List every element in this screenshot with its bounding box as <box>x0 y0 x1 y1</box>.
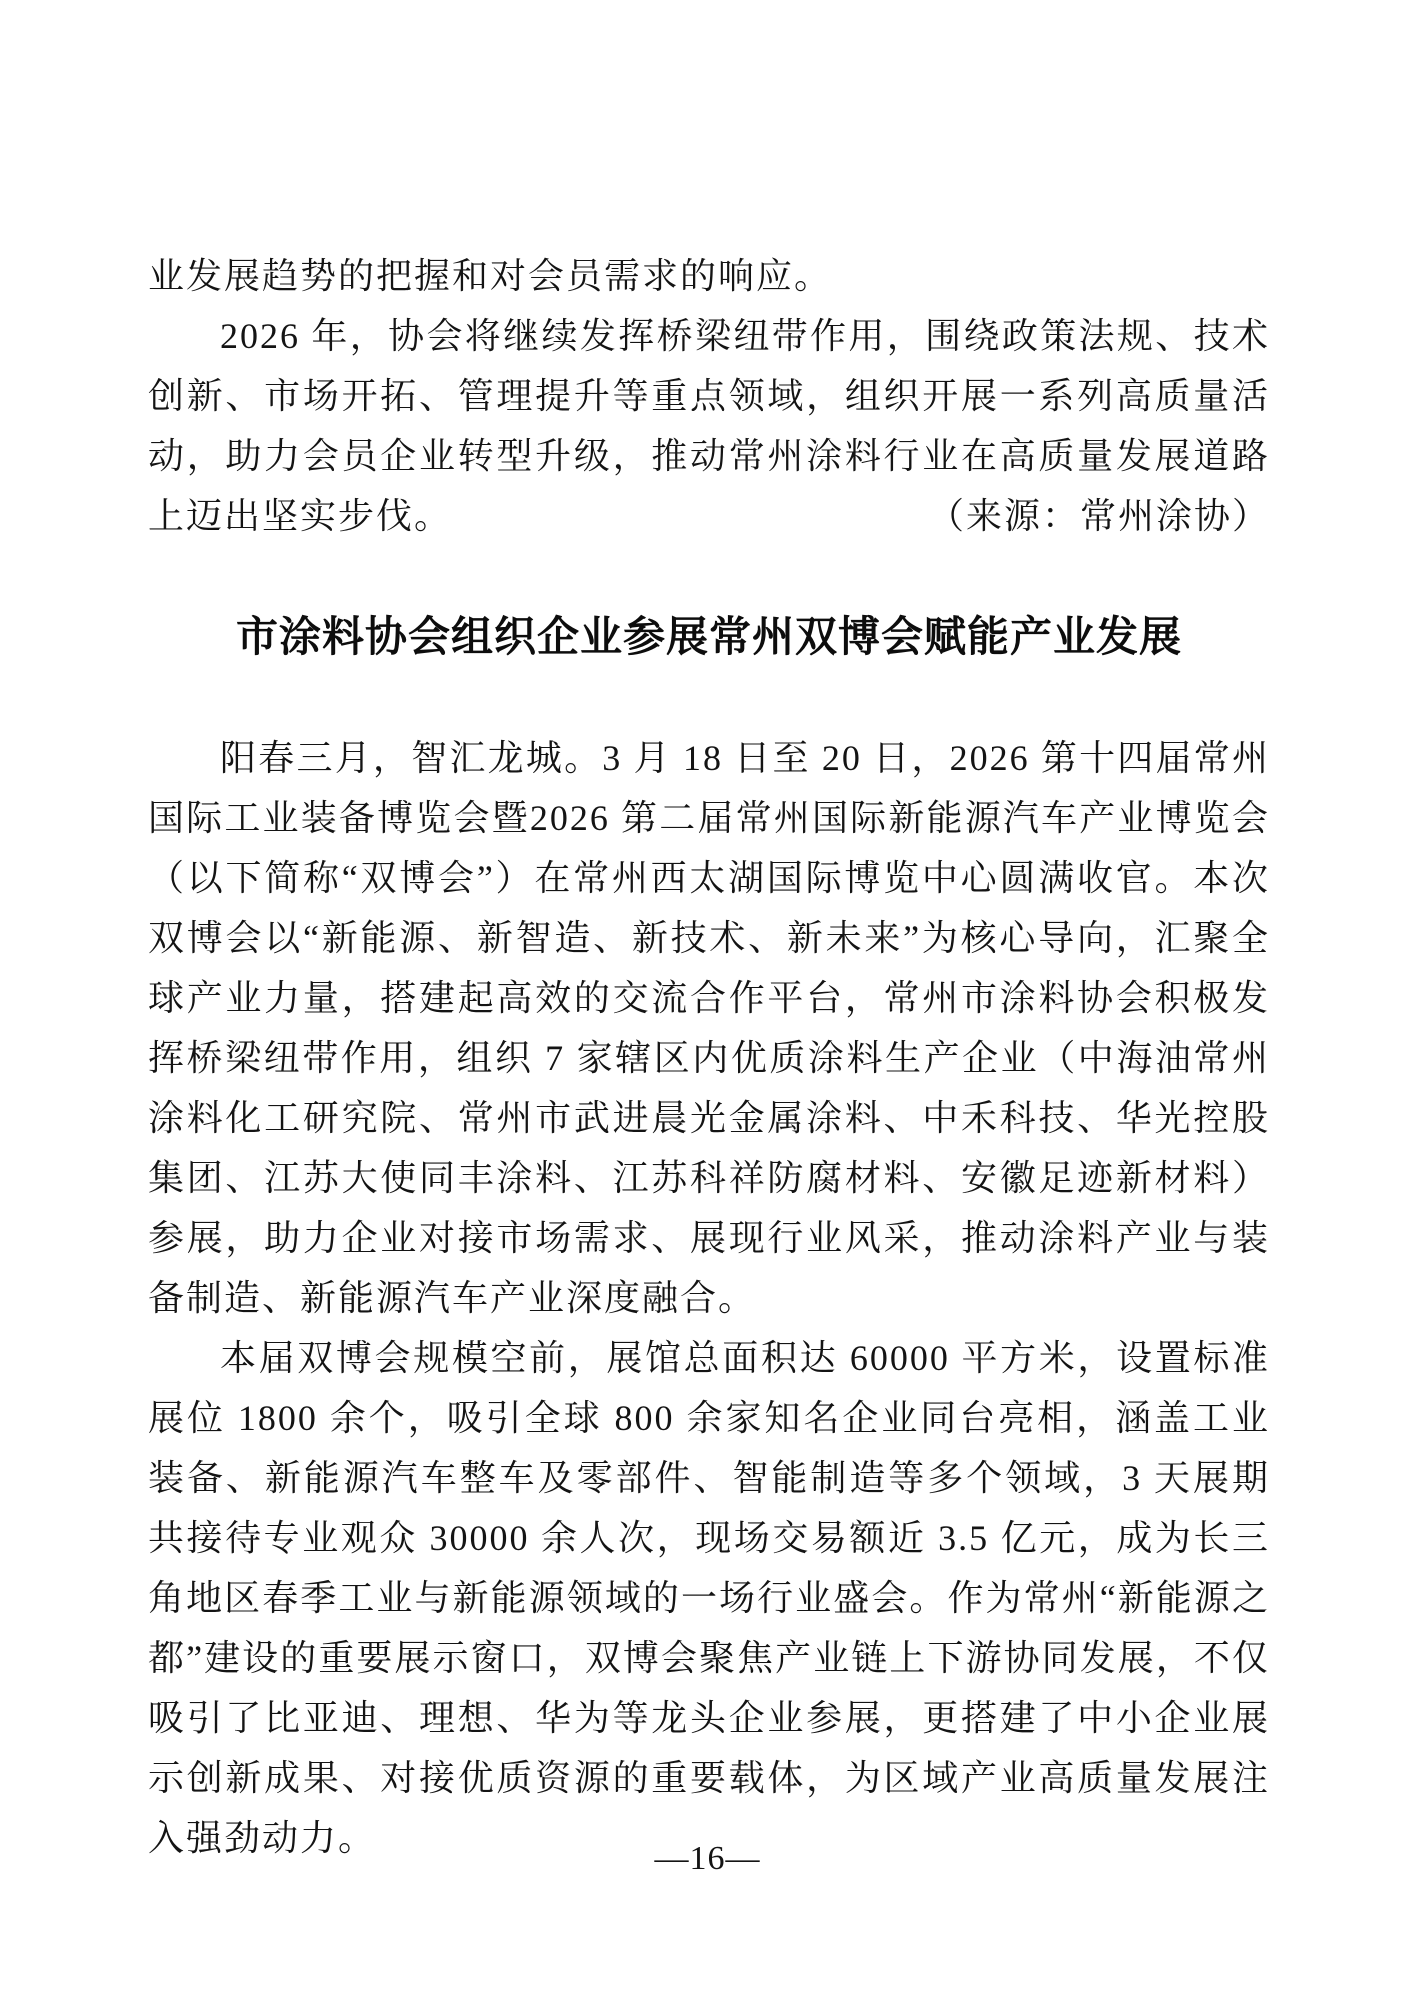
source-attribution: （来源：常州涂协） <box>927 496 1270 536</box>
article-paragraph-expo-scale: 本届双博会规模空前，展馆总面积达 60000 平方米，设置标准展位 1800 余个，吸引全球 800 余家知名企业同台亮相，涵盖工业装备、新能源汽车整车及零部件、智能制造等多个领域，3 天展期共接待专业观众 30000 余人次，现场交易额近 3.5 亿元，成为长三角地区春季工业与新能源领域的一场行业盛会。作为常州“新能源之都”建设的重要展示窗口，双博会聚焦产业链上下游协同发展，不仅吸引了比亚迪、理想、华为等龙头企业参展，更搭建了中小企业展示创新成果、对接优质资源的重要载体，为区域产业高质量发展注入强劲动力。 <box>148 1338 1270 1858</box>
article-paragraph-expo-overview: 阳春三月，智汇龙城。3 月 18 日至 20 日，2026 第十四届常州国际工业装备博览会暨2026 第二届常州国际新能源汽车产业博览会（以下简称“双博会”）在常州西太湖国际博览中心圆满收官。本次双博会以“新能源、新智造、新技术、新未来”为核心导向，汇聚全球产业力量，搭建起高效的交流合作平台，常州市涂料协会积极发挥桥梁纽带作用，组织 7 家辖区内优质涂料生产企业（中海油常州涂料化工研究院、常州市武进晨光金属涂料、中禾科技、华光控股集团、江苏大使同丰涂料、江苏科祥防腐材料、安徽足迹新材料）参展，助力企业对接市场需求、展现行业风采，推动涂料产业与装备制造、新能源汽车产业深度融合。 <box>148 738 1270 1318</box>
article-title: 市涂料协会组织企业参展常州双博会赋能产业发展 <box>235 615 1182 661</box>
previous-article-outlook-paragraph <box>148 306 1270 546</box>
previous-article-closing-line: 业发展趋势的把握和对会员需求的响应。 <box>148 256 833 296</box>
page-content <box>148 246 1270 1868</box>
outlook-paragraph-text: 2026 年，协会将继续发挥桥梁纽带作用，围绕政策法规、技术创新、市场开拓、管理提升等重点领域，组织开展一系列高质量活动，助力会员企业转型升级，推动常州涂料行业在高质量发展道路上迈出坚实步伐。 <box>148 316 1270 536</box>
page-number: —16— <box>654 1840 761 1877</box>
